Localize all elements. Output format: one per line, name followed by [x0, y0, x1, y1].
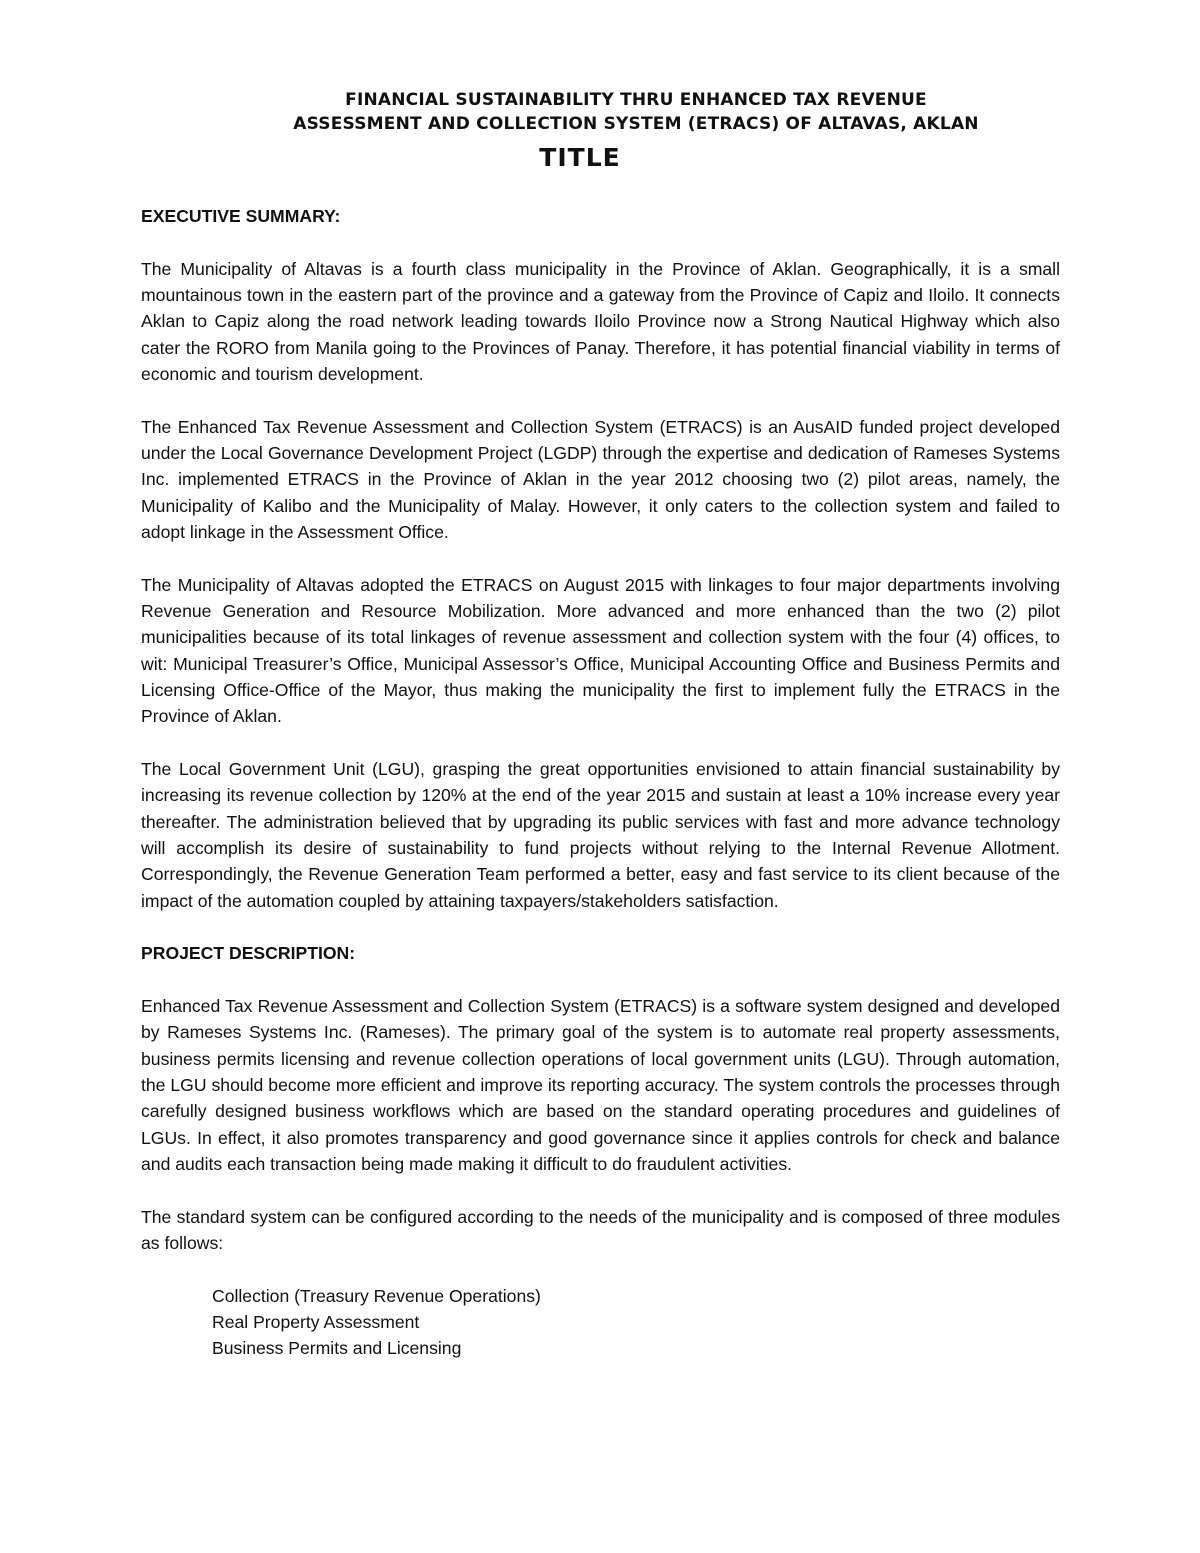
document-title-line-1: FINANCIAL SUSTAINABILITY THRU ENHANCED TAX REVENUE [345, 90, 927, 110]
project-description-paragraph-1: Enhanced Tax Revenue Assessment and Collection System (ETRACS) is a software system designed and developed by Rameses Systems Inc. (Rameses). The primary goal of the system is to automate real property assessments, business permits licensing and revenue collection operations of local government units (LGU). Through automation, the LGU should become more efficient and improve its reporting accuracy. The system controls the processes through carefully designed business workflows which are based on the standard operating procedures and guidelines of LGUs. In effect, it also promotes transparency and good governance since it applies controls for check and balance and audits each transaction being made making it difficult to do fraudulent activities. [141, 996, 1060, 1174]
executive-summary-heading: EXECUTIVE SUMMARY: [141, 206, 341, 226]
project-description-paragraph-2: The standard system can be configured according to the needs of the municipality and is composed of three modules as follows: [141, 1206, 1060, 1253]
executive-summary-paragraph-4: The Local Government Unit (LGU), grasping the great opportunities envisioned to attain financial sustainability by increasing its revenue collection by 120% at the end of the year 2015 and sustain at least a 10% increase every year thereafter. The administration believed that by upgrading its public services with fast and more advance technology will accomplish its desire of sustainability to fund projects without relying to the Internal Revenue Allotment. Correspondingly, the Revenue Generation Team performed a better, easy and fast service to its client because of the impact of the automation coupled by attaining taxpayers/stakeholders satisfaction. [141, 759, 1060, 911]
executive-summary-paragraph-3: The Municipality of Altavas adopted the ETRACS on August 2015 with linkages to four major departments involving Revenue Generation and Resource Mobilization. More advanced and more enhanced than the two (2) pilot municipalities because of its total linkages of revenue assessment and collection system with the four (4) offices, to wit: Municipal Treasurer’s Office, Municipal Assessor’s Office, Municipal Accounting Office and Business Permits and Licensing Office-Office of the Mayor, thus making the municipality the first to implement fully the ETRACS in the Province of Aklan. [141, 574, 1060, 727]
document-title-line-2: ASSESSMENT AND COLLECTION SYSTEM (ETRACS) OF ALTAVAS, AKLAN [293, 114, 979, 134]
module-item-business-permits: Business Permits and Licensing [212, 1338, 462, 1359]
modules-list [212, 1283, 1060, 1362]
module-item-collection: Collection (Treasury Revenue Operations) [212, 1285, 541, 1306]
executive-summary-paragraph-1: The Municipality of Altavas is a fourth class municipality in the Province of Aklan. Geographically, it is a small mountainous town in the eastern part of the province and a gateway from the Province of Capiz and Iloilo. It connects Aklan to Capiz along the road network leading towards Iloilo Province now a Strong Nautical Highway which also cater the RORO from Manila going to the Provinces of Panay. Therefore, it has potential financial viability in terms of economic and tourism development. [141, 258, 1060, 384]
document-body [141, 203, 1060, 1362]
project-description-heading: PROJECT DESCRIPTION: [141, 943, 356, 964]
executive-summary-paragraph-2: The Enhanced Tax Revenue Assessment and Collection System (ETRACS) is an AusAID funded project developed under the Local Governance Development Project (LGDP) through the expertise and dedication of Rameses Systems Inc. implemented ETRACS in the Province of Aklan in the year 2012 choosing two (2) pilot areas, namely, the Municipality of Kalibo and the Municipality of Malay. However, it only caters to the collection system and failed to adopt linkage in the Assessment Office. [141, 416, 1060, 542]
module-item-real-property: Real Property Assessment [212, 1312, 420, 1333]
title-label: TITLE [539, 143, 621, 172]
